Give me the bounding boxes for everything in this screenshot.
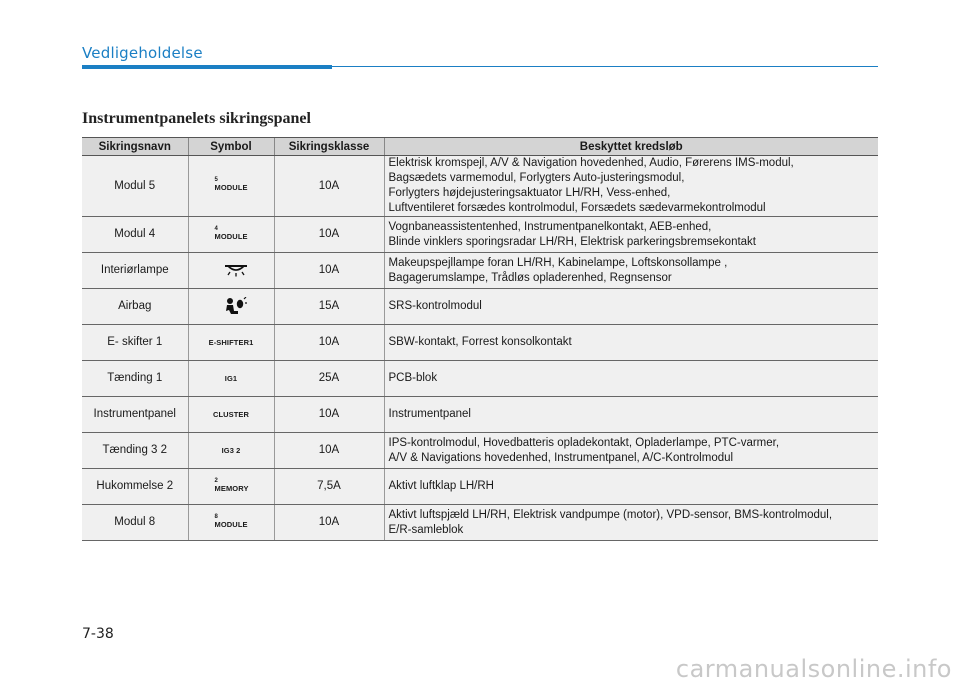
protected-circuit [384,361,878,397]
fuse-symbol-label [215,226,248,241]
table-row [82,361,878,397]
fuse-name: Airbag [82,289,188,325]
table-row [82,217,878,253]
fuse-symbol [188,469,274,505]
protected-circuit [384,289,878,325]
protected-circuit [384,433,878,469]
circuit-line: E/R-samleblok [388,523,464,536]
column-header-rating: Sikringsklasse [274,138,384,156]
protected-circuit [384,325,878,361]
fuse-symbol-text: IG3 2 [221,446,241,455]
fuse-table [82,137,878,541]
protected-circuit [384,156,878,217]
circuit-line: Blinde vinklers sporingsradar LH/RH, Elektrisk parkeringsbremsekontakt [388,235,757,248]
fuse-symbol-text: CLUSTER [212,410,250,419]
circuit-line: Elektrisk kromspejl, A/V & Navigation hovedenhed, Audio, Førerens IMS-modul, [388,157,794,169]
fuse-symbol-text: MEMORY [214,483,249,493]
fuse-name: E- skifter 1 [82,325,188,361]
protected-circuit [384,253,878,289]
circuit-line: A/V & Navigations hovedenhed, Instrumentpanel, A/C-Kontrolmodul [388,451,734,464]
fuse-symbol-text: E-SHIFTER1 [208,338,254,347]
circuit-line: Forlygters højdejusteringsaktuator LH/RH, Vess-enhed, [388,187,671,199]
fuse-rating: 10A [274,325,384,361]
fuse-symbol [188,433,274,469]
column-header-name: Sikringsnavn [82,138,188,156]
fuse-symbol-number: 2 [214,477,218,484]
fuse-name: Modul 4 [82,217,188,253]
dome-lamp-icon [223,263,249,277]
fuse-name: Hukommelse 2 [82,469,188,505]
fuse-rating: 10A [274,397,384,433]
table-row [82,289,878,325]
section-rule-thin [332,66,878,67]
table-row [82,469,878,505]
fuse-symbol [188,253,274,289]
fuse-symbol [188,505,274,541]
fuse-symbol-label [222,446,241,455]
fuse-symbol-label [209,338,254,347]
circuit-line: SBW-kontakt, Forrest konsolkontakt [388,336,572,348]
fuse-name: Modul 5 [82,156,188,217]
fuse-name: Modul 8 [82,505,188,541]
fuse-rating: 10A [274,253,384,289]
fuse-name: Instrumentpanel [82,397,188,433]
protected-circuit [384,505,878,541]
fuse-rating: 10A [274,505,384,541]
circuit-line: SRS-kontrolmodul [388,300,482,312]
protected-circuit [384,397,878,433]
fuse-symbol-label [213,410,249,419]
circuit-line: Bagagerumslampe, Trådløs opladerenhed, Regnsensor [388,271,672,284]
fuse-rating: 10A [274,433,384,469]
fuse-symbol [188,156,274,217]
fuse-rating: 7,5A [274,469,384,505]
fuse-rating: 25A [274,361,384,397]
circuit-line: IPS-kontrolmodul, Hovedbatteris opladekontakt, Opladerlampe, PTC-varmer, [388,436,780,449]
table-row [82,325,878,361]
circuit-line: Luftventileret forsædes kontrolmodul, Forsædets sædevarmekontrolmodul [388,202,766,214]
fuse-symbol [188,217,274,253]
watermark: carmanualsonline.info [675,655,952,683]
circuit-line: Vognbaneassistentenhed, Instrumentpanelkontakt, AEB-enhed, [388,220,712,233]
fuse-name: Interiørlampe [82,253,188,289]
table-row [82,253,878,289]
fuse-symbol-text: MODULE [214,183,248,192]
fuse-symbol-label [215,478,249,493]
circuit-line: Makeupspejllampe foran LH/RH, Kabinelampe, Loftskonsollampe , [388,256,728,269]
fuse-symbol-number: 5 [214,177,218,183]
circuit-line: Aktivt luftklap LH/RH [388,480,494,492]
circuit-line: Aktivt luftspjæld LH/RH, Elektrisk vandpumpe (motor), VPD-sensor, BMS-kontrolmodul, [388,508,833,521]
circuit-line: Bagsædets varmemodul, Forlygters Auto-justeringsmodul, [388,172,685,184]
column-header-symbol: Symbol [188,138,274,156]
page-number: 7-38 [82,626,114,642]
fuse-symbol-label [215,177,248,192]
fuse-rating: 15A [274,289,384,325]
fuse-rating: 10A [274,217,384,253]
fuse-symbol-label [215,514,248,529]
fuse-symbol-text: MODULE [214,519,248,529]
protected-circuit [384,469,878,505]
protected-circuit [384,217,878,253]
table-header-row [82,138,878,156]
fuse-symbol-label [225,374,237,383]
fuse-symbol-number: 8 [214,513,218,520]
fuse-rating: 10A [274,156,384,217]
table-row [82,433,878,469]
fuse-symbol-number: 4 [214,225,218,232]
fuse-symbol-text: MODULE [214,231,248,241]
fuse-symbol [188,397,274,433]
fuse-name: Tænding 1 [82,361,188,397]
section-rule-thick [82,65,332,69]
fuse-symbol [188,361,274,397]
fuse-symbol-text: IG1 [224,374,238,383]
table-row [82,397,878,433]
airbag-icon [223,297,247,317]
page-heading: Instrumentpanelets sikringspanel [82,110,311,127]
table-row [82,505,878,541]
fuse-symbol [188,289,274,325]
fuse-name: Tænding 3 2 [82,433,188,469]
circuit-line: PCB-blok [388,372,438,384]
fuse-symbol [188,325,274,361]
circuit-line: Instrumentpanel [388,408,471,420]
column-header-circuit: Beskyttet kredsløb [384,138,878,156]
table-row [82,156,878,217]
section-title: Vedligeholdelse [82,44,203,62]
